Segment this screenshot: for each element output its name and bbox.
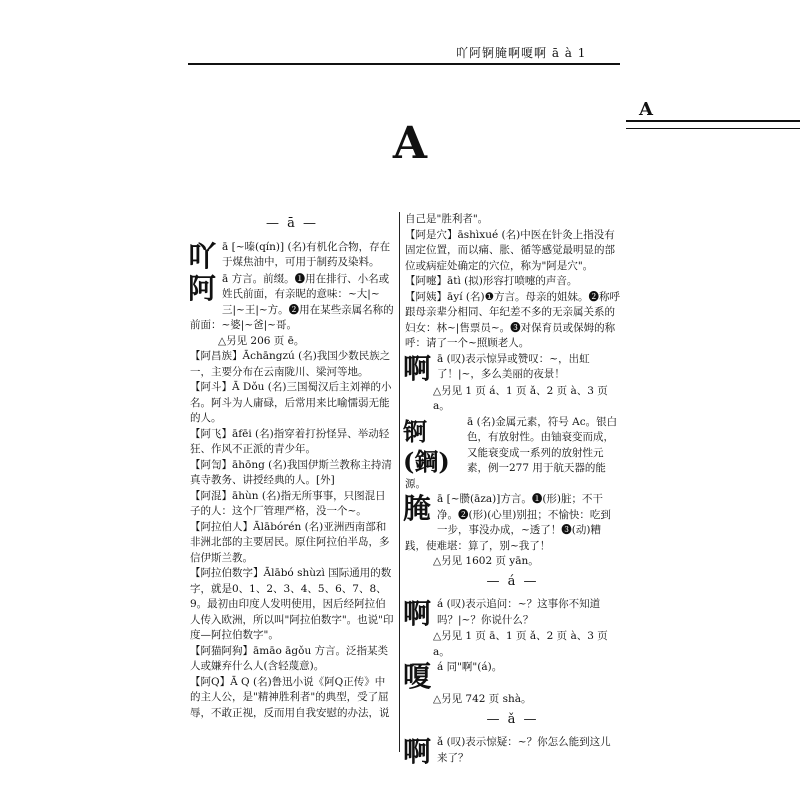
headchar-ah3: 啊 — [403, 735, 432, 768]
right-column — [405, 212, 620, 767]
entry-alaboren: 【阿拉伯人】Ālābórén (名)亚洲西南部和非洲北部的主要居民。原住阿拉伯半岛，多信伊斯兰教。 — [190, 520, 390, 564]
thumb-rule-bottom — [626, 128, 800, 129]
section-heading-a3: — ǎ — — [486, 711, 539, 727]
entry-ashixue: 【阿是穴】āshìxué (名)中医在针灸上指没有固定位置，而以痛、胀、循等感觉最明显的部位或病症处确定的穴位，称为"阿是穴"。 — [405, 228, 615, 272]
entry-ah-ref: △另见 1 页 á、1 页 ǎ、2 页 à、3 页 a。 — [433, 384, 608, 412]
entry-achangzu: 【阿昌族】Āchāngzú (名)我国少数民族之一，主要分布在云南陇川、梁河等地。 — [190, 350, 391, 378]
entry-afei: 【阿飞】āfēi (名)指穿着打扮怪异、举动轻狂、作风不正派的青少年。 — [190, 427, 390, 455]
entry-sha-text: á 同"啊"(á)。 — [437, 661, 503, 673]
entry-ah-text: ā (叹)表示惊异或赞叹：~，出虹了！|~，多么美丽的夜景！ — [437, 352, 590, 380]
entry-actinium — [405, 415, 620, 493]
entry-a-ref: △另见 206 页 ē。 — [218, 334, 305, 347]
entry-ah2-text: á (叹)表示追问：~？这事你不知道吗？|~？你说什么？ — [437, 598, 601, 626]
entry-sha — [405, 660, 620, 708]
entry-ahong: 【阿訇】āhōng (名)我国伊斯兰教称主持清真寺教务、讲授经典的人。[外] — [190, 458, 392, 486]
section-heading-a2: — á — — [486, 573, 539, 589]
entry-yan — [405, 492, 620, 570]
headchar-sha: 嗄 — [403, 660, 432, 693]
section-letter: A — [392, 118, 428, 169]
entry-yan-text: ā [~臜(āza)]方言。❶(形)脏；不干净。❷(形)(心里)别扭；不愉快：吃到一步，事没办成，~透了！❸(动)糟践，使难堪：算了，别~我了！ — [405, 493, 611, 552]
left-column — [190, 212, 394, 721]
headchar-a: 阿 — [188, 271, 217, 305]
thumb-index-letter: A — [639, 99, 653, 120]
headchar-ah2: 啊 — [403, 597, 432, 630]
entry-ah3 — [405, 735, 620, 767]
entry-ya — [190, 240, 394, 272]
entry-ah3-text: ǎ (叹)表示惊疑：~？你怎么能到这儿来了？ — [437, 736, 611, 764]
entry-amao-agou: 【阿猫阿狗】āmāo āgǒu 方言。泛指某类人或嫌弃什么人(含轻蔑意)。 — [190, 644, 389, 672]
entry-a — [190, 272, 394, 350]
headchar-actinium: 锕(鋼) — [403, 416, 450, 476]
entry-ahun: 【阿混】āhùn (名)指无所事事，只图混日子的人：这个厂管理严格，没一个~。 — [190, 489, 386, 517]
entry-yan-ref: △另见 1602 页 yān。 — [433, 555, 539, 567]
running-header: 吖阿锕腌啊嗄啊 ā à 1 — [456, 46, 587, 60]
entry-ah2-ref: △另见 1 页 ā、1 页 ǎ、2 页 à、3 页 a。 — [433, 630, 608, 658]
entry-ayi: 【阿姨】āyí (名)❶方言。母亲的姐妹。❷称呼跟母亲辈分相同、年纪差不多的无亲属关系的妇女：林~|售票员~。❸对保育员或保姆的称呼：请了一个~照顾老人。 — [405, 290, 620, 349]
entry-actinium-text: ā (名)金属元素，符号 Ac。银白色，有放射性。由铀衰变而成，又能衰变成一系列的放射性元素，例一277 用于航天器的能源。 — [405, 415, 618, 490]
headchar-ah: 啊 — [403, 351, 432, 385]
headchar-yan: 腌 — [403, 492, 432, 525]
entry-a-q-cont: 自己是"胜利者"。 — [405, 213, 489, 225]
thumb-rule-top — [626, 120, 800, 122]
headchar-ya: 吖 — [188, 239, 217, 273]
section-heading-a1: — ā — — [265, 216, 318, 231]
entry-adou: 【阿斗】Ā Dǒu (名)三国蜀汉后主刘禅的小名。阿斗为人庸碌，后常用来比喻懦弱无能的人。 — [190, 381, 392, 424]
entry-alabo-shuzi: 【阿拉伯数字】Ālābó shùzì 国际通用的数字，就是0、1、2、3、4、5、6、7、8、9。最初由印度人发明使用，因后经阿拉伯人传入欧洲，所以叫"阿拉伯数字"。也说"印度—阿拉伯数字"。 — [190, 567, 394, 641]
entry-ati: 【阿嚏】ātì (拟)形容打喷嚏的声音。 — [405, 275, 578, 287]
entry-a-q: 【阿Q】Ā Q (名)鲁迅小说《阿Q正传》中的主人公，是"精神胜利者"的典型，受了屈辱，不敢正视，反而用自我安慰的办法，说 — [190, 675, 390, 719]
entry-sha-ref: △另见 742 页 shà。 — [433, 693, 532, 705]
column-divider — [399, 212, 400, 752]
entry-ah2 — [405, 597, 620, 660]
header-rule — [188, 63, 620, 65]
entry-ah — [405, 352, 620, 415]
entry-ya-text: ā [~嗪(qín)] (名)有机化合物，存在于煤焦油中，可用于制药及染料。 — [222, 240, 391, 268]
entry-a-text: ā 方言。前缀。❶用在排行、小名或姓氏前面，有亲昵的意味：~大|~三|~王|~方。❷用在某些亲属名称的前面：~婆|~爸|~哥。 — [190, 272, 394, 331]
